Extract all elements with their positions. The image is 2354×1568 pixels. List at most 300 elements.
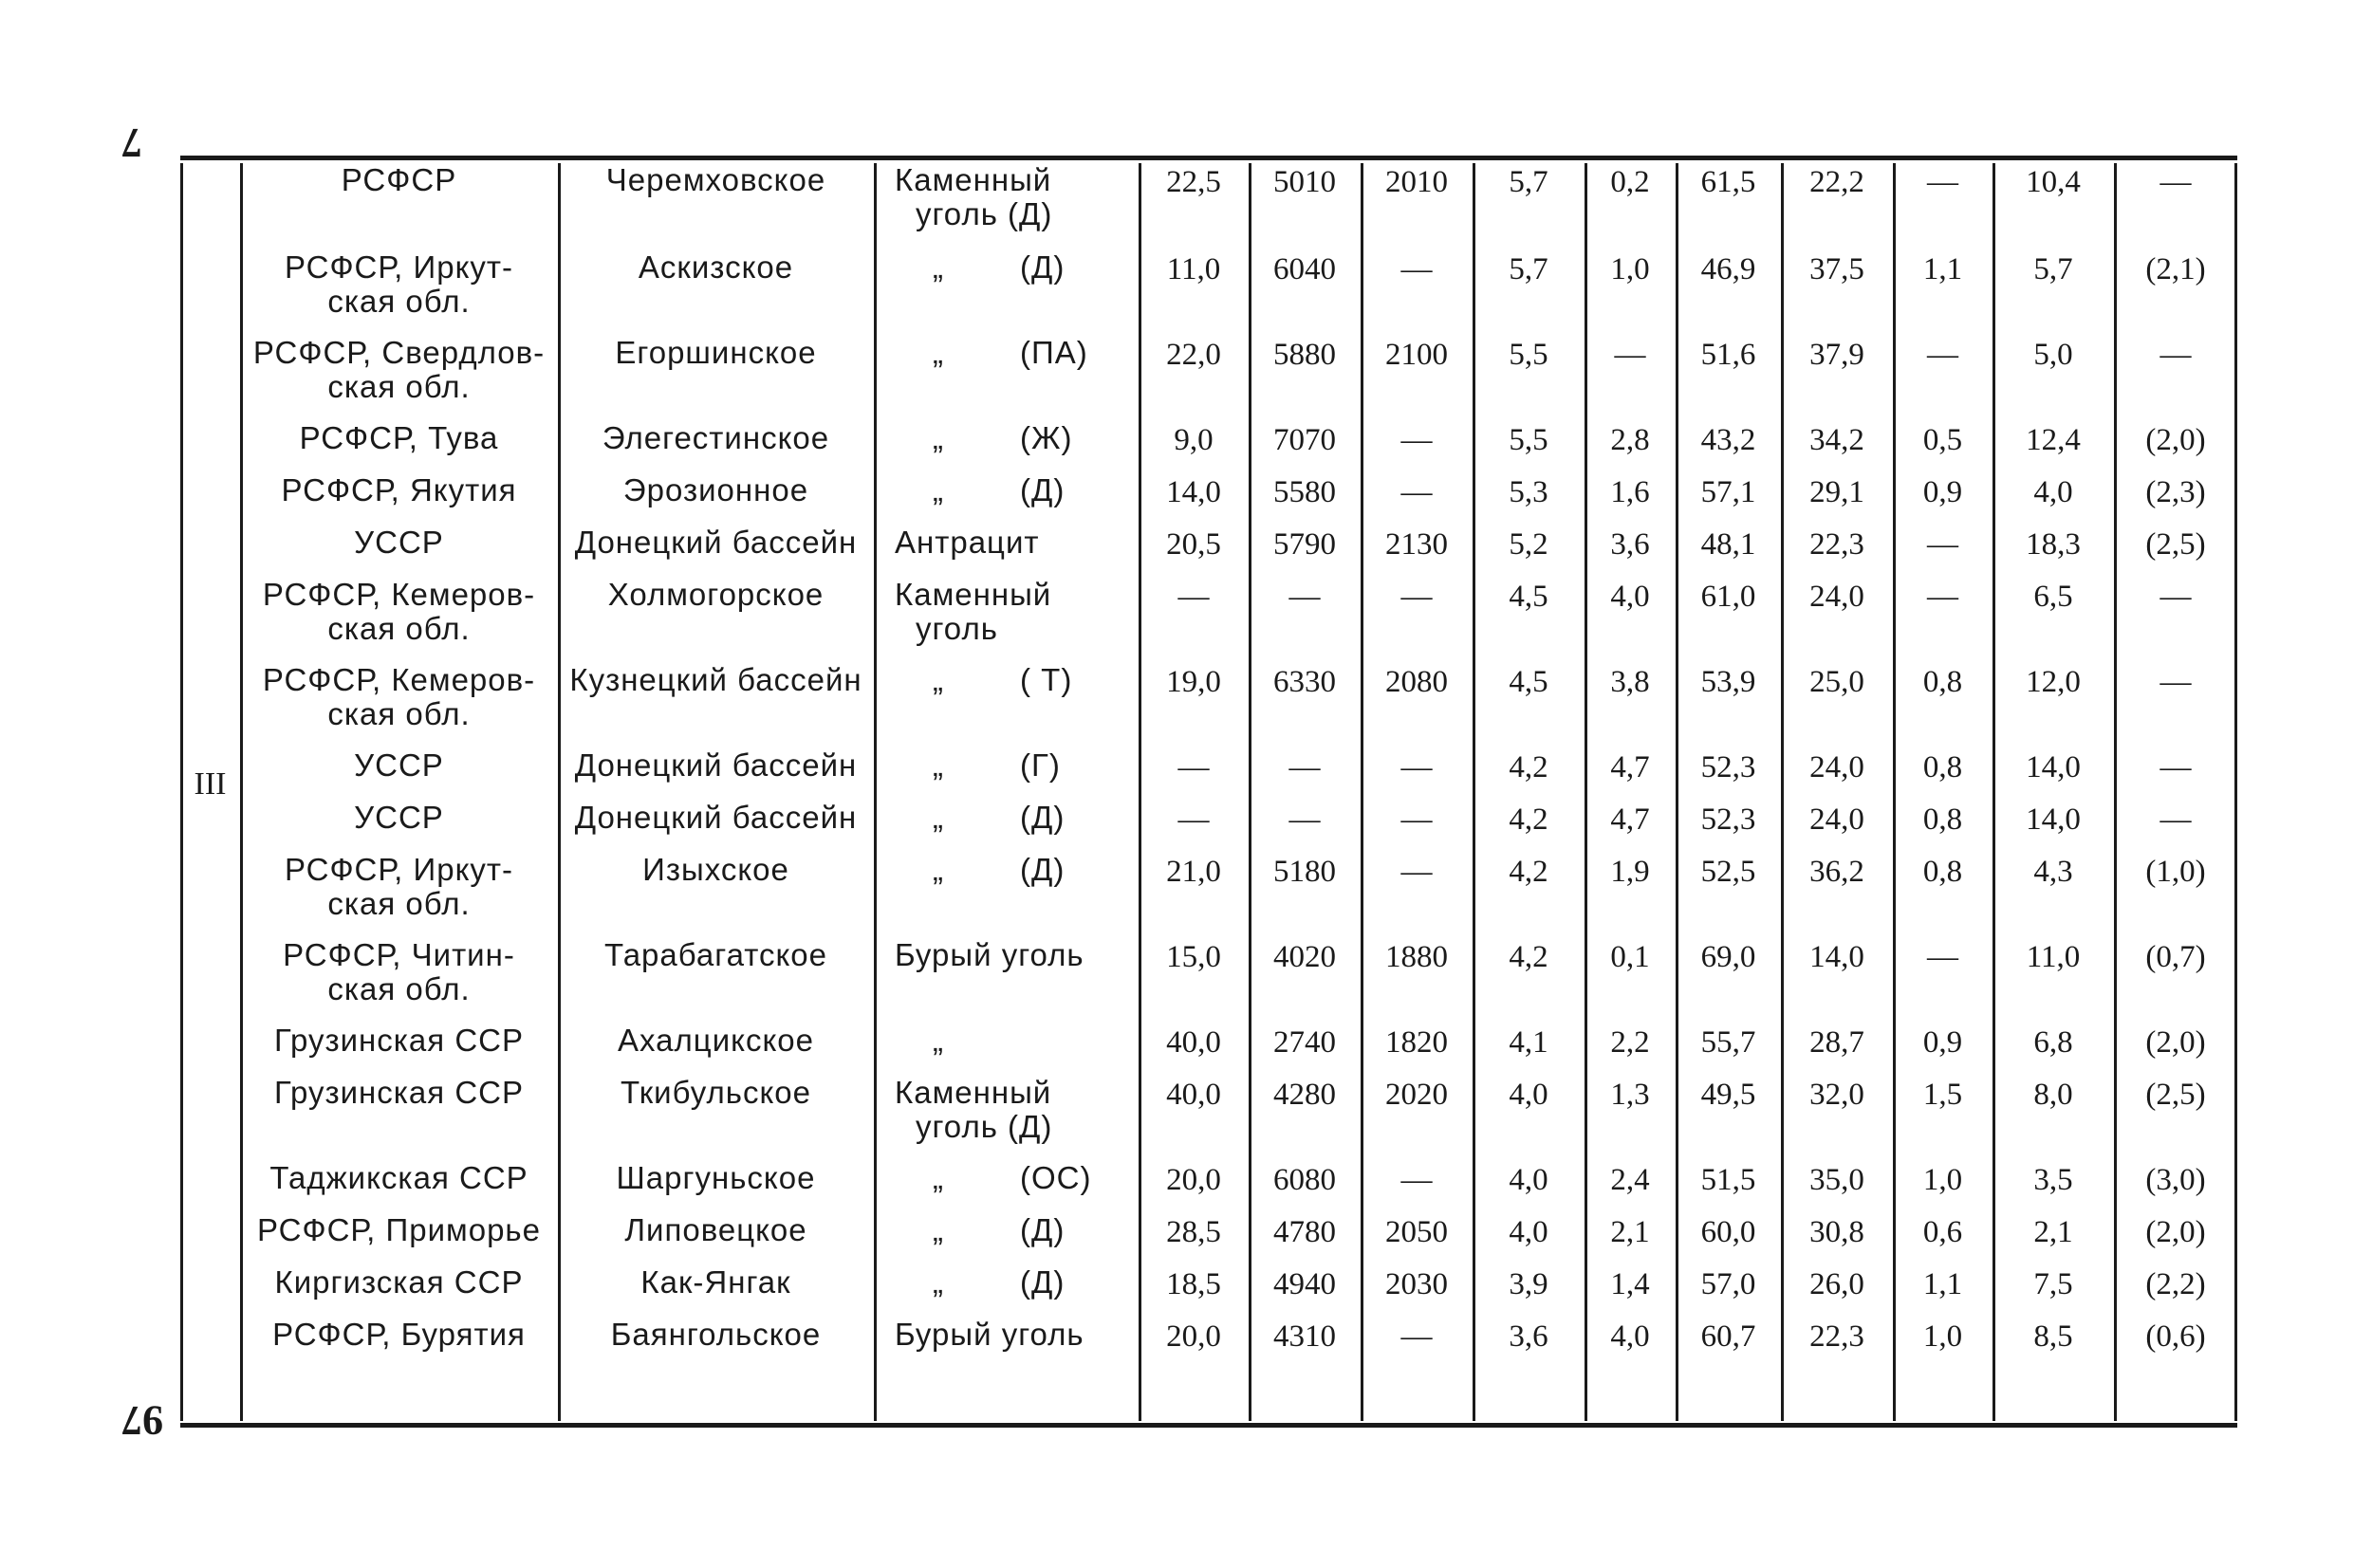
value-cell: 32,0: [1809, 1078, 1864, 1112]
table-row: [180, 938, 2237, 1024]
value-cell: —: [2159, 750, 2192, 784]
deposit-line: Шаргуньское: [616, 1160, 816, 1195]
column-rule: [874, 163, 877, 1421]
region-line: ская обл.: [327, 971, 471, 1006]
deposit-cell: [558, 801, 874, 853]
value-cell: 1,0: [1922, 1163, 1963, 1197]
coal-type-line: Каменный: [895, 162, 1052, 197]
value-cell: (2,0): [2145, 1215, 2206, 1249]
region-cell: [240, 1318, 558, 1370]
value-cell: —: [1288, 802, 1321, 837]
value-cell: 4,3: [2033, 855, 2073, 889]
value-cell: 22,3: [1809, 527, 1864, 562]
value-cell: 14,0: [1166, 475, 1221, 509]
deposit-line: Липовецкое: [624, 1212, 807, 1247]
deposit-line: Баянгольское: [610, 1317, 822, 1352]
value-cell: —: [1400, 252, 1433, 286]
deposit-line: Донецкий бассейн: [574, 525, 858, 560]
value-cell: 22,0: [1166, 338, 1221, 372]
value-cell: 4940: [1273, 1267, 1336, 1301]
value-cell: —: [1927, 580, 1958, 614]
coal-grade: (Д): [1020, 800, 1066, 835]
value-cell: 4020: [1273, 940, 1336, 974]
deposit-cell: [558, 1076, 874, 1161]
value-cell: 0,5: [1922, 423, 1963, 457]
value-cell: 4,7: [1610, 802, 1650, 837]
region-line: РСФСР, Якутия: [281, 472, 517, 507]
deposit-line: Эрозионное: [622, 472, 809, 507]
value-cell: 53,9: [1700, 665, 1756, 699]
table-body: [180, 163, 2237, 1406]
value-cell: 60,7: [1700, 1319, 1756, 1354]
coal-type-cell: [874, 938, 1139, 1024]
table-row: [180, 250, 2237, 336]
value-cell: 3,5: [2033, 1163, 2073, 1197]
region-cell: [240, 938, 558, 1024]
value-cell: —: [1400, 475, 1433, 509]
value-cell: —: [1400, 580, 1433, 614]
value-cell: 61,5: [1700, 165, 1756, 199]
deposit-line: Егоршинское: [615, 335, 817, 370]
value-cell: 20,0: [1166, 1163, 1221, 1197]
ditto-mark: „: [933, 335, 944, 370]
value-cell: 5,3: [1509, 475, 1548, 509]
value-cell: 14,0: [2026, 802, 2081, 837]
value-cell: 7070: [1273, 423, 1336, 457]
region-line: ская обл.: [327, 696, 471, 731]
region-line: РСФСР, Читин-: [283, 937, 515, 972]
value-cell: 5,7: [1509, 252, 1548, 286]
value-cell: 1820: [1385, 1025, 1448, 1060]
region-line: РСФСР, Приморье: [257, 1212, 541, 1247]
value-cell: 37,5: [1809, 252, 1864, 286]
value-cell: 61,0: [1700, 580, 1756, 614]
ditto-mark: „: [933, 420, 944, 455]
value-cell: 2050: [1385, 1215, 1448, 1249]
deposit-cell: [558, 1213, 874, 1265]
column-rule: [1139, 163, 1141, 1421]
value-cell: 25,0: [1809, 665, 1864, 699]
region-line: РСФСР, Бурятия: [272, 1317, 526, 1352]
ditto-mark: „: [933, 1023, 944, 1058]
deposit-cell: [558, 663, 874, 748]
table-row: [180, 1265, 2237, 1318]
region-cell: [240, 163, 558, 250]
coal-type-cell: [874, 801, 1139, 853]
region-cell: [240, 250, 558, 336]
value-cell: 30,8: [1809, 1215, 1864, 1249]
value-cell: 4,7: [1610, 750, 1650, 784]
value-cell: 1,9: [1610, 855, 1650, 889]
region-line: Киргизская ССР: [274, 1264, 524, 1300]
value-cell: —: [1614, 338, 1646, 372]
value-cell: 12,0: [2026, 665, 2081, 699]
value-cell: 4,5: [1509, 580, 1548, 614]
value-cell: 2,1: [2033, 1215, 2073, 1249]
coal-type-line: уголь: [916, 611, 998, 646]
coal-type-cell: [874, 1213, 1139, 1265]
value-cell: 0,9: [1922, 1025, 1963, 1060]
deposit-line: Как-Янгак: [640, 1264, 791, 1300]
region-cell: [240, 663, 558, 748]
value-cell: 1,4: [1610, 1267, 1650, 1301]
value-cell: —: [1400, 1319, 1433, 1354]
coal-type-cell: [874, 421, 1139, 473]
value-cell: (2,0): [2145, 1025, 2206, 1060]
value-cell: 51,5: [1700, 1163, 1756, 1197]
value-cell: 22,3: [1809, 1319, 1864, 1354]
value-cell: 5580: [1273, 475, 1336, 509]
value-cell: (1,0): [2145, 855, 2206, 889]
value-cell: —: [1927, 527, 1958, 562]
table-filler-row: [180, 1370, 2237, 1406]
deposit-cell: [558, 1024, 874, 1076]
coal-grade: (Г): [1020, 747, 1061, 783]
value-cell: 12,4: [2026, 423, 2081, 457]
coal-grade: (ПА): [1020, 335, 1088, 370]
value-cell: 6040: [1273, 252, 1336, 286]
value-cell: 11,0: [2026, 940, 2081, 974]
coal-type-cell: [874, 748, 1139, 801]
table-row: [180, 163, 2237, 250]
coal-grade: ( Т): [1020, 662, 1073, 697]
value-cell: —: [1927, 940, 1958, 974]
coal-type-cell: [874, 473, 1139, 526]
value-cell: 52,3: [1700, 750, 1756, 784]
table-row: [180, 578, 2237, 663]
value-cell: 5,7: [1509, 165, 1548, 199]
value-cell: 5,7: [2033, 252, 2073, 286]
ditto-mark: „: [933, 249, 944, 285]
value-cell: 4310: [1273, 1319, 1336, 1354]
value-cell: 0,8: [1922, 855, 1963, 889]
coal-type-cell: [874, 1161, 1139, 1213]
value-cell: 4,0: [1509, 1078, 1548, 1112]
page-number: 97: [121, 1397, 163, 1444]
coal-grade: (Д): [1020, 852, 1066, 887]
deposit-line: Аскизское: [638, 249, 794, 285]
coal-grade: (Д): [1020, 1264, 1066, 1300]
value-cell: 43,2: [1700, 423, 1756, 457]
coal-type-cell: [874, 336, 1139, 421]
value-cell: 14,0: [2026, 750, 2081, 784]
coal-grade: (Ж): [1020, 420, 1073, 455]
value-cell: 24,0: [1809, 580, 1864, 614]
value-cell: 6080: [1273, 1163, 1336, 1197]
value-cell: 4,2: [1509, 940, 1548, 974]
value-cell: 2080: [1385, 665, 1448, 699]
value-cell: 4,1: [1509, 1025, 1548, 1060]
column-rule: [1781, 163, 1784, 1421]
deposit-cell: [558, 748, 874, 801]
value-cell: 19,0: [1166, 665, 1221, 699]
page-mark-top: 7: [121, 120, 142, 166]
region-cell: [240, 1265, 558, 1318]
ditto-mark: „: [933, 747, 944, 783]
value-cell: 60,0: [1700, 1215, 1756, 1249]
deposit-line: Холмогорское: [607, 577, 825, 612]
value-cell: 0,9: [1922, 475, 1963, 509]
value-cell: 28,5: [1166, 1215, 1221, 1249]
value-cell: 2100: [1385, 338, 1448, 372]
column-rule: [2114, 163, 2117, 1421]
column-rule: [1473, 163, 1475, 1421]
value-cell: 1880: [1385, 940, 1448, 974]
column-rule: [1361, 163, 1363, 1421]
value-cell: 37,9: [1809, 338, 1864, 372]
value-cell: 51,6: [1700, 338, 1756, 372]
deposit-cell: [558, 853, 874, 938]
value-cell: 4,0: [1509, 1163, 1548, 1197]
value-cell: (2,5): [2145, 527, 2206, 562]
table-row: [180, 801, 2237, 853]
value-cell: 1,0: [1610, 252, 1650, 286]
table-row: [180, 853, 2237, 938]
value-cell: —: [2159, 665, 2192, 699]
region-line: Грузинская ССР: [273, 1023, 524, 1058]
column-rule: [1676, 163, 1678, 1421]
value-cell: 15,0: [1166, 940, 1221, 974]
column-rule: [2234, 163, 2237, 1421]
value-cell: (0,7): [2145, 940, 2206, 974]
value-cell: (2,2): [2145, 1267, 2206, 1301]
region-line: РСФСР, Иркут-: [285, 249, 513, 285]
value-cell: 36,2: [1809, 855, 1864, 889]
value-cell: 4280: [1273, 1078, 1336, 1112]
value-cell: —: [2159, 165, 2192, 199]
region-line: РСФСР, Иркут-: [285, 852, 513, 887]
value-cell: 48,1: [1700, 527, 1756, 562]
coal-type-cell: [874, 250, 1139, 336]
region-line: Грузинская ССР: [273, 1075, 524, 1110]
value-cell: 4,0: [1610, 580, 1650, 614]
value-cell: 1,0: [1922, 1319, 1963, 1354]
deposit-cell: [558, 336, 874, 421]
deposit-cell: [558, 421, 874, 473]
coal-type-cell: [874, 1265, 1139, 1318]
value-cell: 3,9: [1509, 1267, 1548, 1301]
ditto-mark: „: [933, 472, 944, 507]
value-cell: 5,5: [1509, 338, 1548, 372]
coal-type-line: уголь (Д): [916, 1109, 1053, 1144]
coal-type-cell: [874, 1076, 1139, 1161]
table-top-rule: [180, 156, 2237, 160]
deposit-line: Тарабагатское: [604, 937, 827, 972]
region-line: ская обл.: [327, 284, 471, 319]
value-cell: 46,9: [1700, 252, 1756, 286]
deposit-line: Донецкий бассейн: [574, 800, 858, 835]
table-row: [180, 1076, 2237, 1161]
column-rule: [1893, 163, 1896, 1421]
region-cell: [240, 1161, 558, 1213]
deposit-cell: [558, 473, 874, 526]
value-cell: 5010: [1273, 165, 1336, 199]
value-cell: 5180: [1273, 855, 1336, 889]
region-line: ская обл.: [327, 886, 471, 921]
value-cell: 4,2: [1509, 855, 1548, 889]
coal-deposits-table: [180, 163, 2237, 1406]
table-row: [180, 1318, 2237, 1370]
column-rule: [240, 163, 243, 1421]
table-bottom-rule: [180, 1423, 2237, 1428]
value-cell: 1,1: [1922, 252, 1963, 286]
value-cell: 3,8: [1610, 665, 1650, 699]
value-cell: 0,6: [1922, 1215, 1963, 1249]
value-cell: —: [1177, 802, 1210, 837]
value-cell: 3,6: [1509, 1319, 1548, 1354]
ditto-mark: „: [933, 800, 944, 835]
table-row: [180, 1024, 2237, 1076]
value-cell: —: [2159, 338, 2192, 372]
region-cell: [240, 473, 558, 526]
value-cell: (3,0): [2145, 1163, 2206, 1197]
region-line: Таджикская ССР: [269, 1160, 528, 1195]
ditto-mark: „: [933, 1264, 944, 1300]
table-row: [180, 1213, 2237, 1265]
region-line: РСФСР, Кемеров-: [262, 577, 536, 612]
region-cell: [240, 421, 558, 473]
value-cell: 1,5: [1922, 1078, 1963, 1112]
value-cell: 14,0: [1809, 940, 1864, 974]
coal-type-line: Бурый уголь: [895, 937, 1084, 972]
value-cell: —: [1177, 750, 1210, 784]
region-line: УССР: [354, 525, 444, 560]
value-cell: 0,8: [1922, 802, 1963, 837]
deposit-line: Элегестинское: [602, 420, 830, 455]
value-cell: —: [1177, 580, 1210, 614]
deposit-cell: [558, 1318, 874, 1370]
value-cell: 4,0: [1610, 1319, 1650, 1354]
value-cell: 18,3: [2026, 527, 2081, 562]
deposit-cell: [558, 1161, 874, 1213]
coal-type-line: уголь (Д): [916, 196, 1053, 231]
region-cell: [240, 853, 558, 938]
value-cell: 0,8: [1922, 750, 1963, 784]
value-cell: 49,5: [1700, 1078, 1756, 1112]
value-cell: (2,3): [2145, 475, 2206, 509]
region-cell: [240, 336, 558, 421]
value-cell: 2,1: [1610, 1215, 1650, 1249]
value-cell: 5880: [1273, 338, 1336, 372]
value-cell: 40,0: [1166, 1078, 1221, 1112]
value-cell: (2,5): [2145, 1078, 2206, 1112]
value-cell: 5,0: [2033, 338, 2073, 372]
deposit-line: Донецкий бассейн: [574, 747, 858, 783]
value-cell: (2,1): [2145, 252, 2206, 286]
coal-grade: (Д): [1020, 1212, 1066, 1247]
value-cell: 9,0: [1174, 423, 1214, 457]
value-cell: 4,2: [1509, 750, 1548, 784]
value-cell: 1,1: [1922, 1267, 1963, 1301]
value-cell: 6330: [1273, 665, 1336, 699]
table-row: [180, 473, 2237, 526]
value-cell: 2030: [1385, 1267, 1448, 1301]
region-line: УССР: [354, 800, 444, 835]
value-cell: 20,0: [1166, 1319, 1221, 1354]
value-cell: 29,1: [1809, 475, 1864, 509]
coal-type-cell: [874, 578, 1139, 663]
value-cell: 69,0: [1700, 940, 1756, 974]
deposit-cell: [558, 578, 874, 663]
value-cell: 6,5: [2033, 580, 2073, 614]
value-cell: 2,2: [1610, 1025, 1650, 1060]
region-line: РСФСР, Кемеров-: [262, 662, 536, 697]
value-cell: 2,4: [1610, 1163, 1650, 1197]
value-cell: 4,0: [1509, 1215, 1548, 1249]
value-cell: 3,6: [1610, 527, 1650, 562]
value-cell: 10,4: [2026, 165, 2081, 199]
value-cell: 5,5: [1509, 423, 1548, 457]
ditto-mark: „: [933, 1160, 944, 1195]
value-cell: 1,6: [1610, 475, 1650, 509]
value-cell: 2,8: [1610, 423, 1650, 457]
column-rule: [1993, 163, 1995, 1421]
coal-type-line: Антрацит: [895, 525, 1040, 560]
value-cell: 0,8: [1922, 665, 1963, 699]
value-cell: 22,5: [1166, 165, 1221, 199]
deposit-cell: [558, 1265, 874, 1318]
value-cell: —: [1927, 165, 1958, 199]
region-cell: [240, 578, 558, 663]
coal-type-cell: [874, 1318, 1139, 1370]
value-cell: 2020: [1385, 1078, 1448, 1112]
coal-grade: (Д): [1020, 249, 1066, 285]
value-cell: —: [1400, 1163, 1433, 1197]
value-cell: 57,0: [1700, 1267, 1756, 1301]
value-cell: —: [1400, 802, 1433, 837]
value-cell: —: [1400, 423, 1433, 457]
value-cell: 5,2: [1509, 527, 1548, 562]
column-rule: [1249, 163, 1251, 1421]
column-rule: [180, 163, 183, 1421]
deposit-cell: [558, 938, 874, 1024]
value-cell: 4,0: [2033, 475, 2073, 509]
coal-grade: (Д): [1020, 472, 1066, 507]
table-row: [180, 1161, 2237, 1213]
ditto-mark: „: [933, 1212, 944, 1247]
coal-type-cell: [874, 163, 1139, 250]
value-cell: 34,2: [1809, 423, 1864, 457]
value-cell: 1,3: [1610, 1078, 1650, 1112]
table-row: [180, 336, 2237, 421]
value-cell: —: [1288, 750, 1321, 784]
region-line: РСФСР: [341, 162, 457, 197]
value-cell: 8,0: [2033, 1078, 2073, 1112]
value-cell: 24,0: [1809, 750, 1864, 784]
value-cell: 26,0: [1809, 1267, 1864, 1301]
region-line: ская обл.: [327, 369, 471, 404]
region-line: РСФСР, Свердлов-: [252, 335, 546, 370]
region-cell: [240, 801, 558, 853]
value-cell: 4780: [1273, 1215, 1336, 1249]
value-cell: 22,2: [1809, 165, 1864, 199]
column-rule: [1585, 163, 1587, 1421]
value-cell: 0,1: [1610, 940, 1650, 974]
column-rule: [558, 163, 561, 1421]
coal-type-cell: [874, 526, 1139, 578]
region-line: ская обл.: [327, 611, 471, 646]
value-cell: (2,0): [2145, 423, 2206, 457]
value-cell: 52,5: [1700, 855, 1756, 889]
coal-type-cell: [874, 663, 1139, 748]
coal-grade: (ОС): [1020, 1160, 1092, 1195]
value-cell: (0,6): [2145, 1319, 2206, 1354]
table-row: [180, 526, 2237, 578]
region-cell: [240, 1076, 558, 1161]
coal-type-cell: [874, 853, 1139, 938]
region-cell: [240, 748, 558, 801]
region-line: РСФСР, Тува: [299, 420, 499, 455]
